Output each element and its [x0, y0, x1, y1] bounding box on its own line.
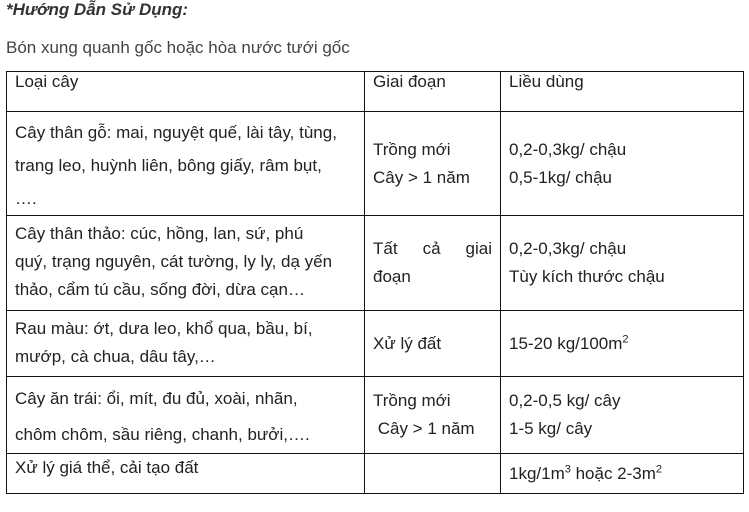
- dosage-cell: [501, 454, 744, 494]
- header-dosage: Liều dùng: [501, 72, 744, 112]
- plant-line: Cây thân gỗ: mai, nguyệt quế, lài tây, tùng,: [15, 123, 337, 142]
- plant-line: ….: [15, 189, 37, 208]
- dosage-cell: [501, 216, 744, 311]
- dose-text: 1kg/1m: [509, 463, 565, 483]
- stage-cell: [365, 112, 501, 216]
- table-row: [7, 112, 744, 216]
- plant-type-cell: [7, 454, 365, 494]
- table-row: [7, 377, 744, 454]
- table-row: [7, 311, 744, 377]
- plant-line: Cây ăn trái: ổi, mít, đu đủ, xoài, nhãn,: [15, 389, 298, 408]
- stage-word: cả: [422, 239, 441, 258]
- plant-line: Rau màu: ớt, dưa leo, khổ qua, bầu, bí,: [15, 319, 313, 338]
- dose-exponent: 3: [564, 462, 571, 475]
- stage-cell: [365, 377, 501, 454]
- dosage-cell: [501, 112, 744, 216]
- dose-line: 0,2-0,3kg/ chậu: [509, 239, 627, 258]
- table-row: [7, 454, 744, 494]
- stage-cell: [365, 216, 501, 311]
- plant-line: mướp, cà chua, dâu tây,…: [15, 347, 216, 366]
- plant-type-cell: [7, 112, 365, 216]
- stage-cell: [365, 454, 501, 494]
- dose-line: 0,2-0,3kg/ chậu: [509, 139, 627, 159]
- header-stage: Giai đoạn: [365, 72, 501, 112]
- dosage-table: [6, 71, 744, 494]
- stage-word: Tất: [373, 239, 398, 258]
- plant-line: trang leo, huỳnh liên, bông giấy, râm bụt,: [15, 156, 322, 175]
- stage-line: đoạn: [373, 267, 411, 286]
- plant-line: quý, trạng nguyên, cát tường, ly ly, dạ yến: [15, 252, 333, 271]
- plant-text: Xử lý giá thể, cải tạo đất: [15, 458, 199, 477]
- stage-line: Cây > 1 năm: [373, 419, 475, 438]
- dose-exponent: 2: [622, 332, 629, 345]
- plant-type-cell: [7, 216, 365, 311]
- plant-line: chôm chôm, sầu riêng, chanh, bưởi,….: [15, 425, 310, 444]
- table-header-row: [7, 72, 744, 112]
- usage-instruction: Bón xung quanh gốc hoặc hòa nước tưới gốc: [6, 38, 350, 57]
- stage-line: [373, 235, 492, 263]
- stage-line: Cây > 1 năm: [373, 167, 470, 187]
- stage-cell: [365, 311, 501, 377]
- dose-text: 15-20 kg/100m: [509, 333, 623, 353]
- dose-line: Tùy kích thước chậu: [509, 267, 665, 286]
- dose-exponent: 2: [655, 462, 663, 475]
- plant-type-cell: [7, 377, 365, 454]
- dosage-cell: [501, 311, 744, 377]
- header-plant-type: Loại cây: [7, 72, 365, 112]
- dose-line: 0,2-0,5 kg/ cây: [509, 391, 621, 410]
- stage-text: Xử lý đất: [373, 333, 442, 353]
- stage-line: Trồng mới: [373, 391, 451, 410]
- plant-line: thảo, cẩm tú cầu, sống đời, dừa cạn…: [15, 280, 305, 299]
- stage-line: Trồng mới: [373, 139, 451, 159]
- dose-line: 1-5 kg/ cây: [509, 419, 593, 438]
- table-row: [7, 216, 744, 311]
- dose-text: hoặc 2-3m: [570, 463, 656, 483]
- stage-word: giai: [465, 239, 492, 258]
- dose-line: 0,5-1kg/ chậu: [509, 167, 613, 187]
- plant-line: Cây thân thảo: cúc, hồng, lan, sứ, phú: [15, 224, 304, 243]
- plant-type-cell: [7, 311, 365, 377]
- dosage-cell: [501, 377, 744, 454]
- usage-heading: *Hướng Dẫn Sử Dụng:: [6, 0, 189, 19]
